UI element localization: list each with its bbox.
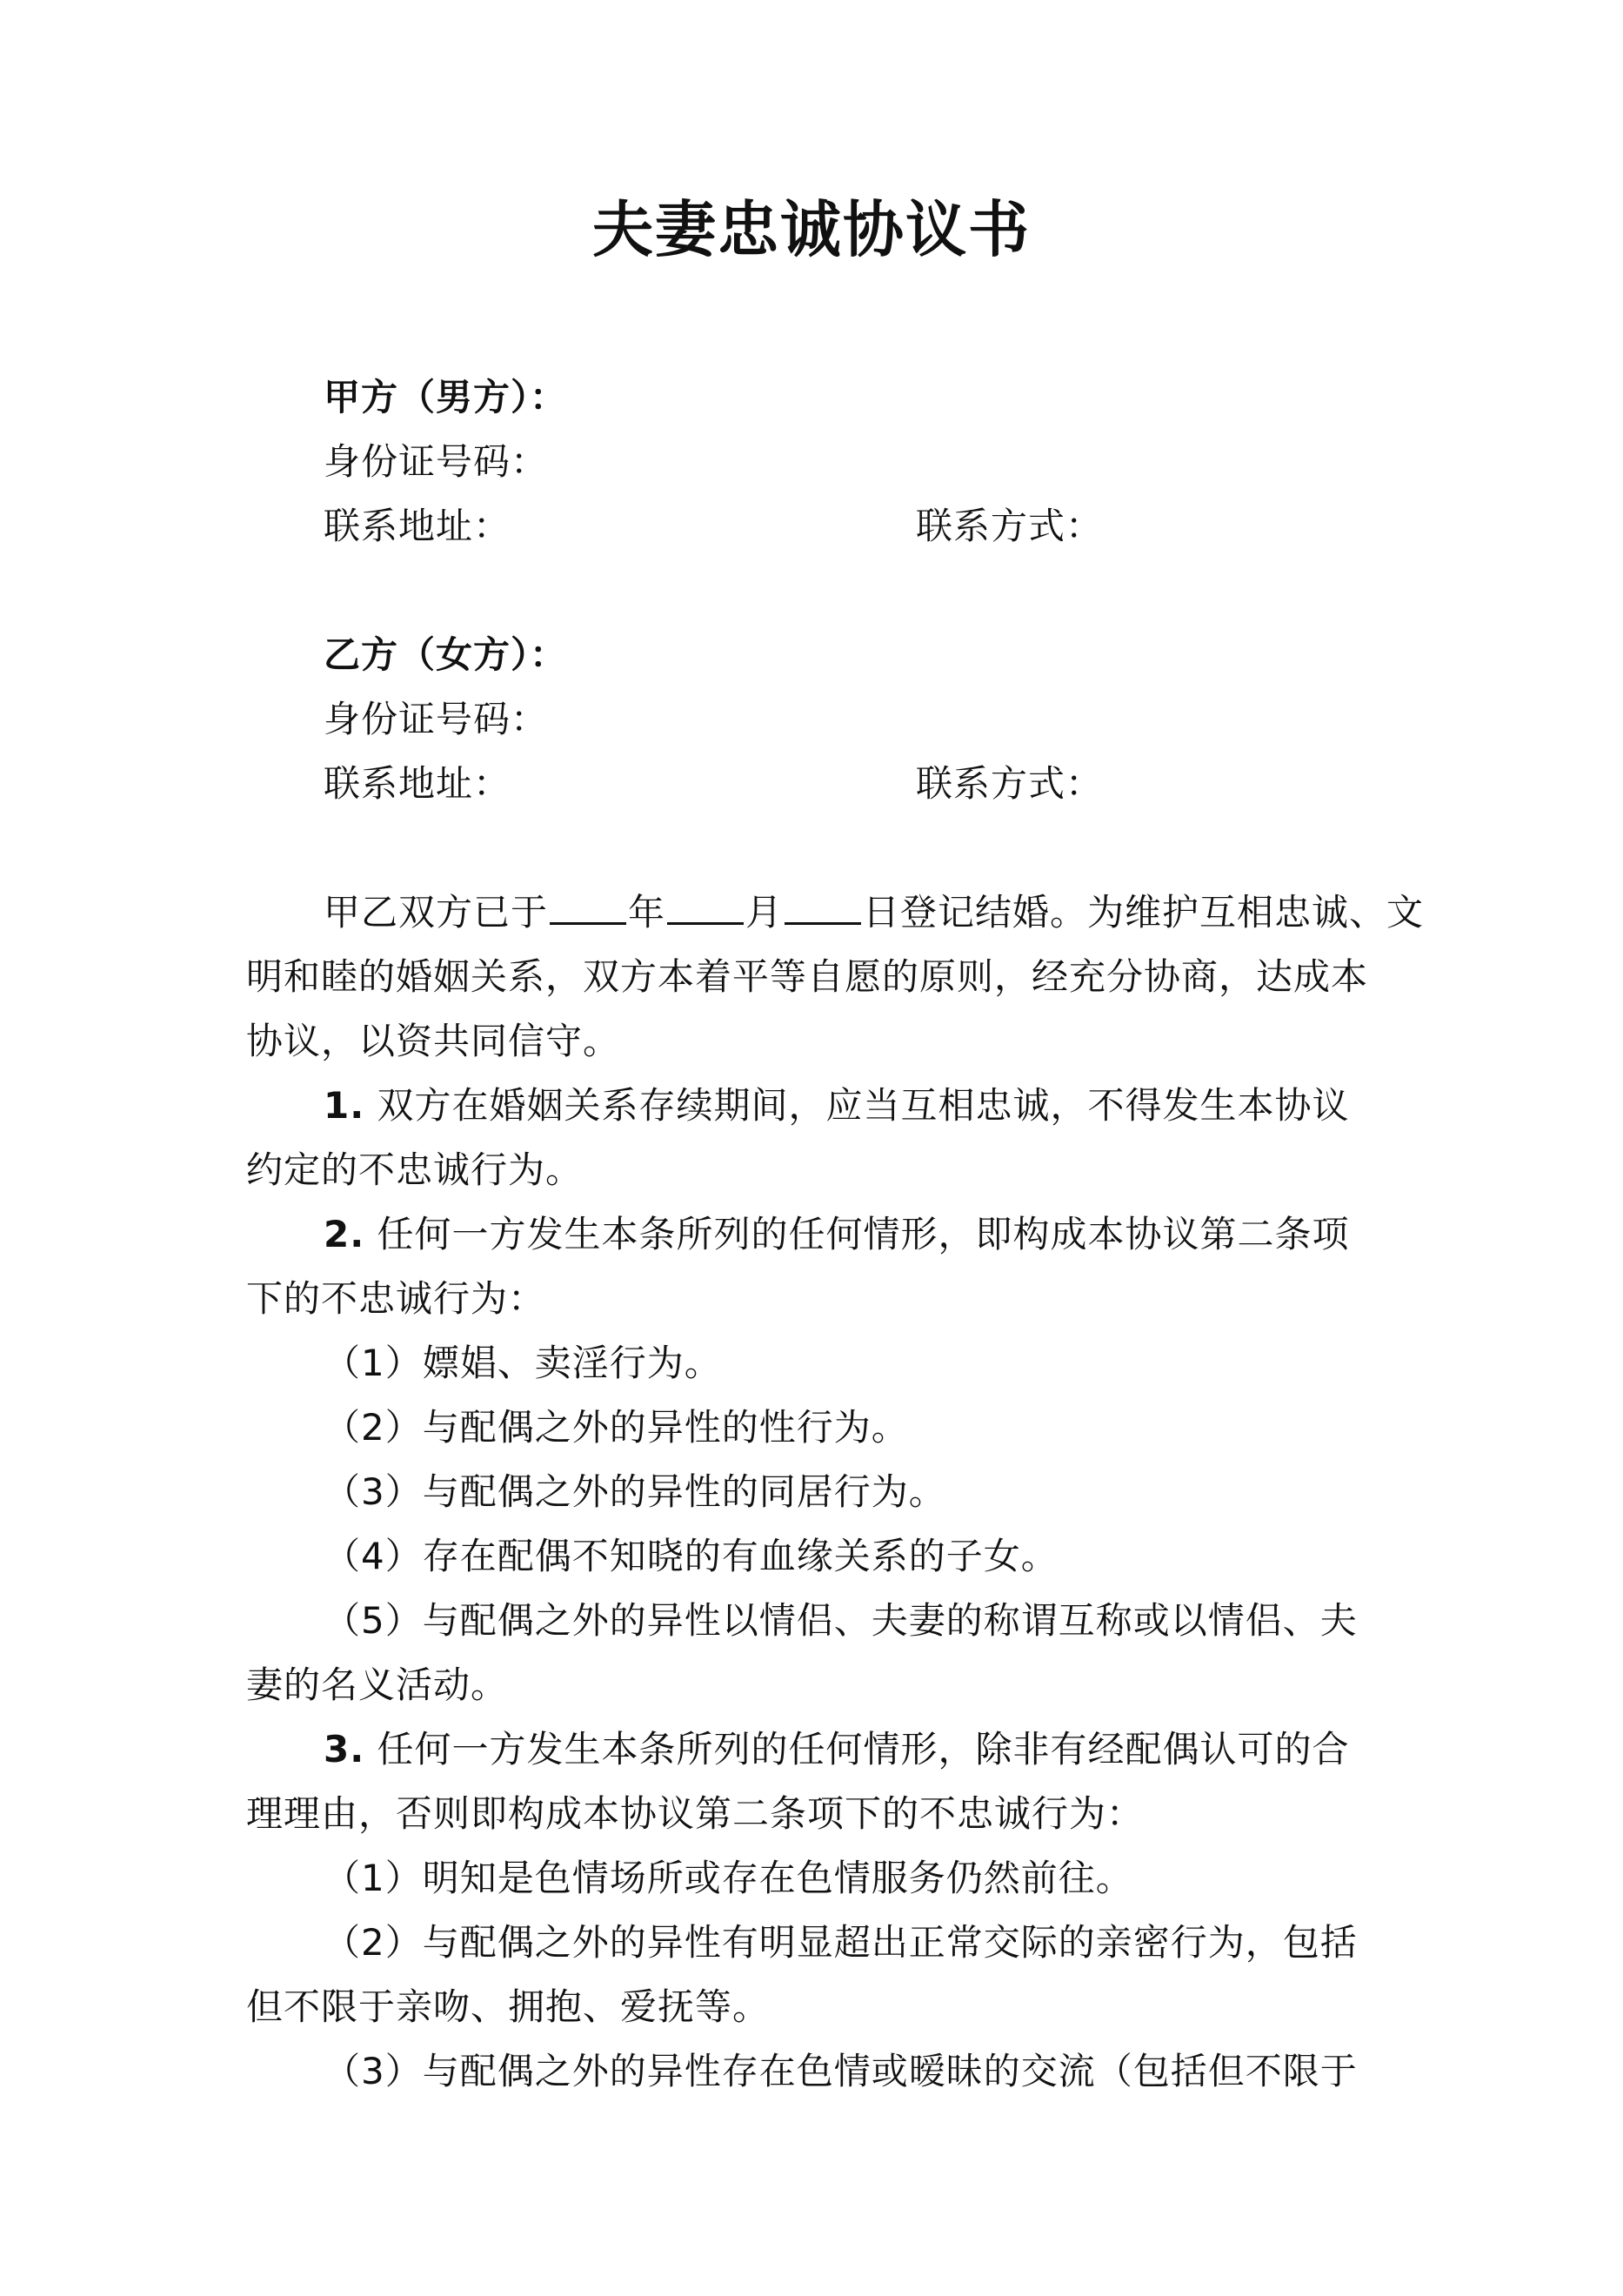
clause-1-text: 双方在婚姻关系存续期间，应当互相忠诚，不得发生本协议 [377, 1084, 1350, 1127]
clause-2-line-1 [324, 1213, 1350, 1256]
clause-2-text: 任何一方发生本条所列的任何情形，即构成本协议第二条项 [377, 1213, 1350, 1255]
clause-3-item-2-cont: 但不限于亲吻、拥抱、爱抚等。 [246, 1985, 771, 2028]
clause-3-number: 3. [324, 1728, 365, 1771]
party-b-address-label: 联系地址： [324, 762, 511, 805]
clause-2-item-2: （2）与配偶之外的异性的性行为。 [324, 1406, 909, 1449]
intro-line-2: 明和睦的婚姻关系，双方本着平等自愿的原则，经充分协商，达成本 [246, 955, 1369, 998]
party-a-heading: 甲方（男方）： [324, 376, 568, 418]
clause-1-line-1 [324, 1084, 1350, 1128]
clause-2-line-2: 下的不忠诚行为： [246, 1277, 546, 1320]
clause-2-item-5: （5）与配偶之外的异性以情侣、夫妻的称谓互称或以情侣、夫 [324, 1599, 1358, 1642]
clause-3-line-2: 理理由，否则即构成本协议第二条项下的不忠诚行为： [246, 1792, 1145, 1835]
intro-line-1 [324, 891, 1424, 934]
intro-day-rest: 日登记结婚。为维护互相忠诚、文 [863, 891, 1425, 934]
intro-line-3: 协议，以资共同信守。 [246, 1020, 621, 1062]
intro-year: 年 [628, 891, 666, 934]
clause-2-item-1: （1）嫖娼、卖淫行为。 [324, 1342, 722, 1384]
party-b-contact-label: 联系方式： [916, 762, 1104, 805]
clause-3-item-2: （2）与配偶之外的异性有明显超出正常交际的亲密行为，包括 [324, 1921, 1358, 1964]
clause-3-item-1: （1）明知是色情场所或存在色情服务仍然前往。 [324, 1857, 1133, 1899]
clause-2-item-4: （4）存在配偶不知晓的有血缘关系的子女。 [324, 1535, 1059, 1577]
clause-1-line-2: 约定的不忠诚行为。 [246, 1148, 584, 1191]
intro-prefix: 甲乙双方已于 [324, 891, 549, 934]
document-title: 夫妻忠诚协议书 [592, 194, 1031, 265]
clause-2-number: 2. [324, 1213, 365, 1255]
clause-3-text: 任何一方发生本条所列的任何情形，除非有经配偶认可的合 [377, 1728, 1350, 1771]
party-a-id-label: 身份证号码： [324, 440, 549, 483]
party-b-id-label: 身份证号码： [324, 698, 549, 740]
year-blank [550, 891, 626, 925]
party-a-address-label: 联系地址： [324, 505, 511, 547]
day-blank [785, 891, 861, 925]
month-blank [667, 891, 744, 925]
clause-2-item-5-cont: 妻的名义活动。 [246, 1663, 509, 1706]
party-a-contact-label: 联系方式： [916, 505, 1104, 547]
clause-3-item-3: （3）与配偶之外的异性存在色情或暧昧的交流（包括但不限于 [324, 2050, 1358, 2092]
clause-3-line-1 [324, 1728, 1350, 1771]
intro-month: 月 [745, 891, 784, 934]
party-b-heading: 乙方（女方）： [324, 633, 568, 676]
clause-2-item-3: （3）与配偶之外的异性的同居行为。 [324, 1470, 946, 1513]
clause-1-number: 1. [324, 1084, 365, 1127]
